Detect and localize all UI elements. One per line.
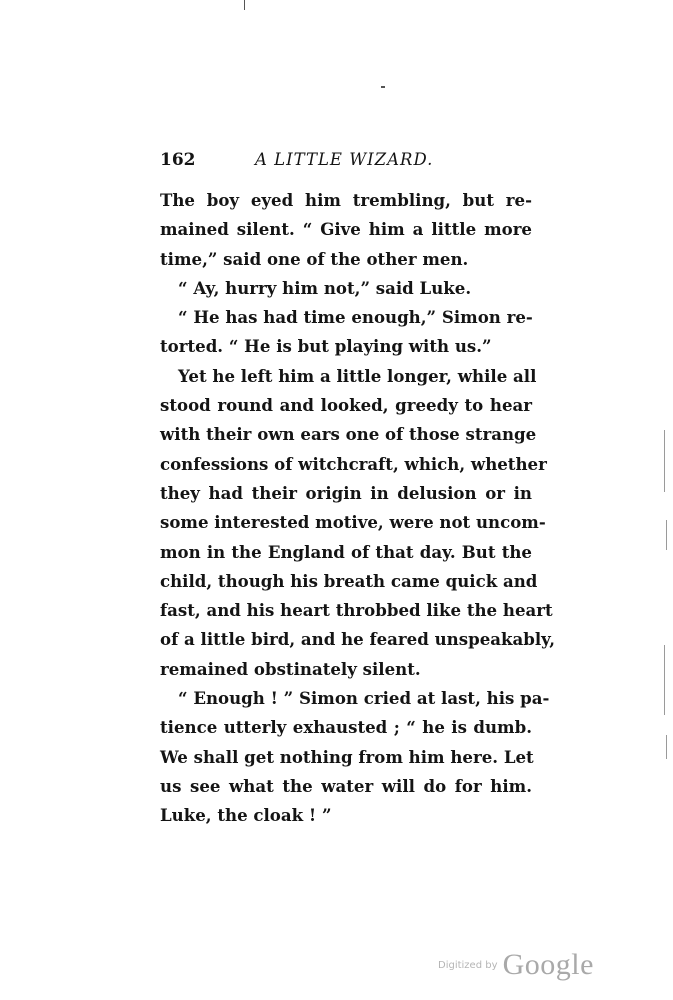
google-logo: Google [502,948,594,981]
scan-speck-dot [381,86,385,88]
page-header [160,150,530,176]
text-line: of a little bird, and he feared unspeakably, [160,629,555,650]
text-line: “ He has had time enough,” Simon re- [178,307,533,328]
text-line: remained obstinately silent. [160,658,421,679]
text-line: some interested motive, were not uncom- [160,512,546,533]
running-head: A LITTLE WIZARD. [255,150,434,169]
text-line: time,” said one of the other men. [160,248,469,269]
text-line: Yet he left him a little longer, while all [178,365,537,386]
text-line: with their own ears one of those strange [160,424,537,445]
text-line: they had their origin in delusion or in [160,482,532,503]
text-line: Luke, the cloak ! ” [160,805,332,826]
text-line: child, though his breath came quick and [160,570,538,591]
body-text [160,186,555,831]
scan-line [666,520,667,550]
text-line: stood round and looked, greedy to hear [160,395,532,416]
text-line: mon in the England of that day. But the [160,541,532,562]
text-line: us see what the water will do for him. [160,775,532,796]
text-line: “ Ay, hurry him not,” said Luke. [178,277,472,298]
text-line: tience utterly exhausted ; “ he is dumb. [160,717,532,738]
google-watermark [438,948,594,982]
text-line: torted. “ He is but playing with us.” [160,336,492,357]
text-line: “ Enough ! ” Simon cried at last, his pa- [178,688,550,709]
text-line: The boy eyed him trembling, but re- [160,190,532,210]
scan-speck-top [244,0,245,10]
page-number: 162 [160,150,196,170]
text-line: confessions of witchcraft, which, whether [160,453,547,474]
text-line: mained silent. “ Give him a little more [160,219,532,240]
text-line: We shall get nothing from him here. Let [160,746,534,767]
watermark-prefix: Digitized by [438,960,498,971]
scan-line [664,645,665,715]
scan-line [664,430,665,492]
text-line: fast, and his heart throbbed like the heart [160,600,553,621]
scan-line [666,735,667,759]
